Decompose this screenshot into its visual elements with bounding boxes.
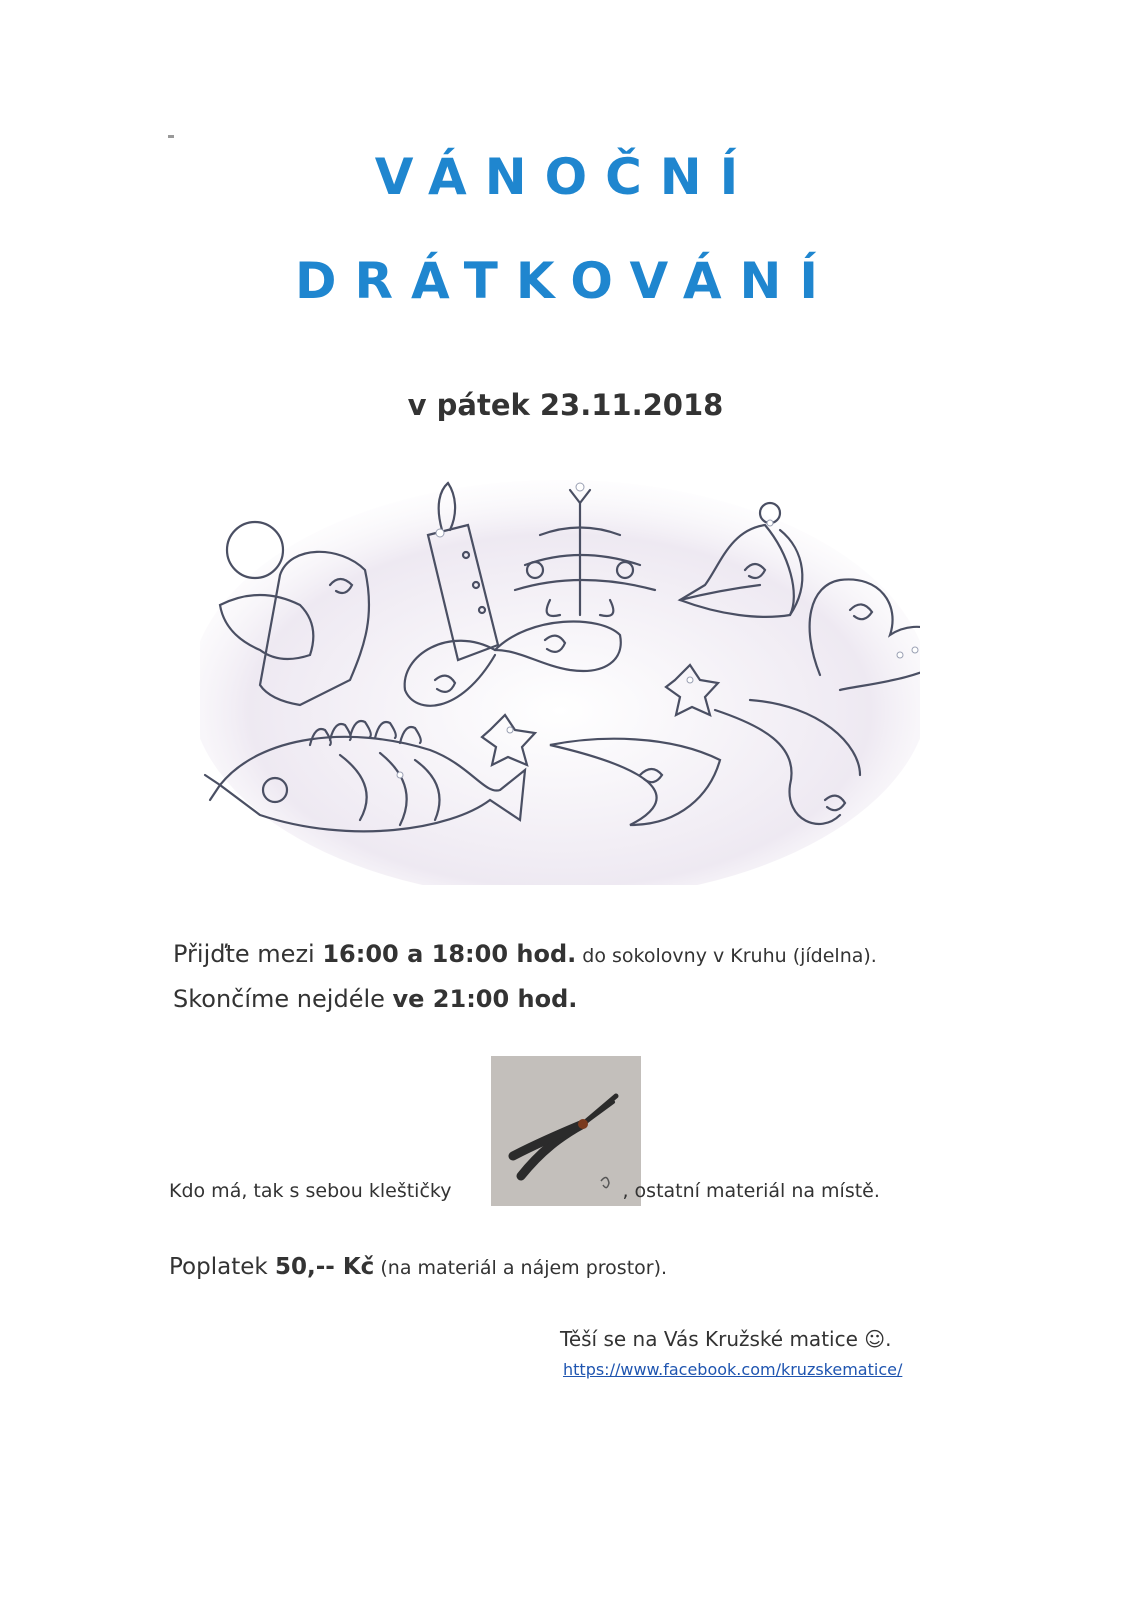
fee-suffix: (na materiál a nájem prostor). [374,1257,668,1279]
facebook-link[interactable]: https://www.facebook.com/kruzskematice/ [563,1360,903,1379]
pliers-before: Kdo má, tak s sebou kleštičky [169,1180,452,1202]
title-line-2: DRÁTKOVÁNÍ [294,252,837,310]
arrival-time: 16:00 a 18:00 hod. [322,940,577,968]
arrival-prefix: Přijďte mezi [173,940,323,968]
pliers-after: , ostatní materiál na místě. [622,1180,880,1202]
end-time: ve 21:00 hod. [392,985,578,1013]
title-line-1: VÁNOČNÍ [374,148,757,206]
end-prefix: Skončíme nejdéle [173,985,393,1013]
scan-artifact [168,135,174,138]
end-info [173,985,577,1013]
wire-ornaments-illustration [200,475,920,885]
event-date: v pátek 23.11.2018 [407,388,724,422]
arrival-place: do sokolovny v Kruhu (jídelna). [576,945,877,967]
greeting: Těší se na Vás Kružské matice ☺. [560,1327,892,1351]
fee-prefix: Poplatek [169,1254,276,1280]
arrival-info [173,940,877,968]
fee-info [169,1254,667,1280]
pliers-info [169,1180,880,1202]
fee-amount: 50,-- Kč [275,1254,375,1280]
